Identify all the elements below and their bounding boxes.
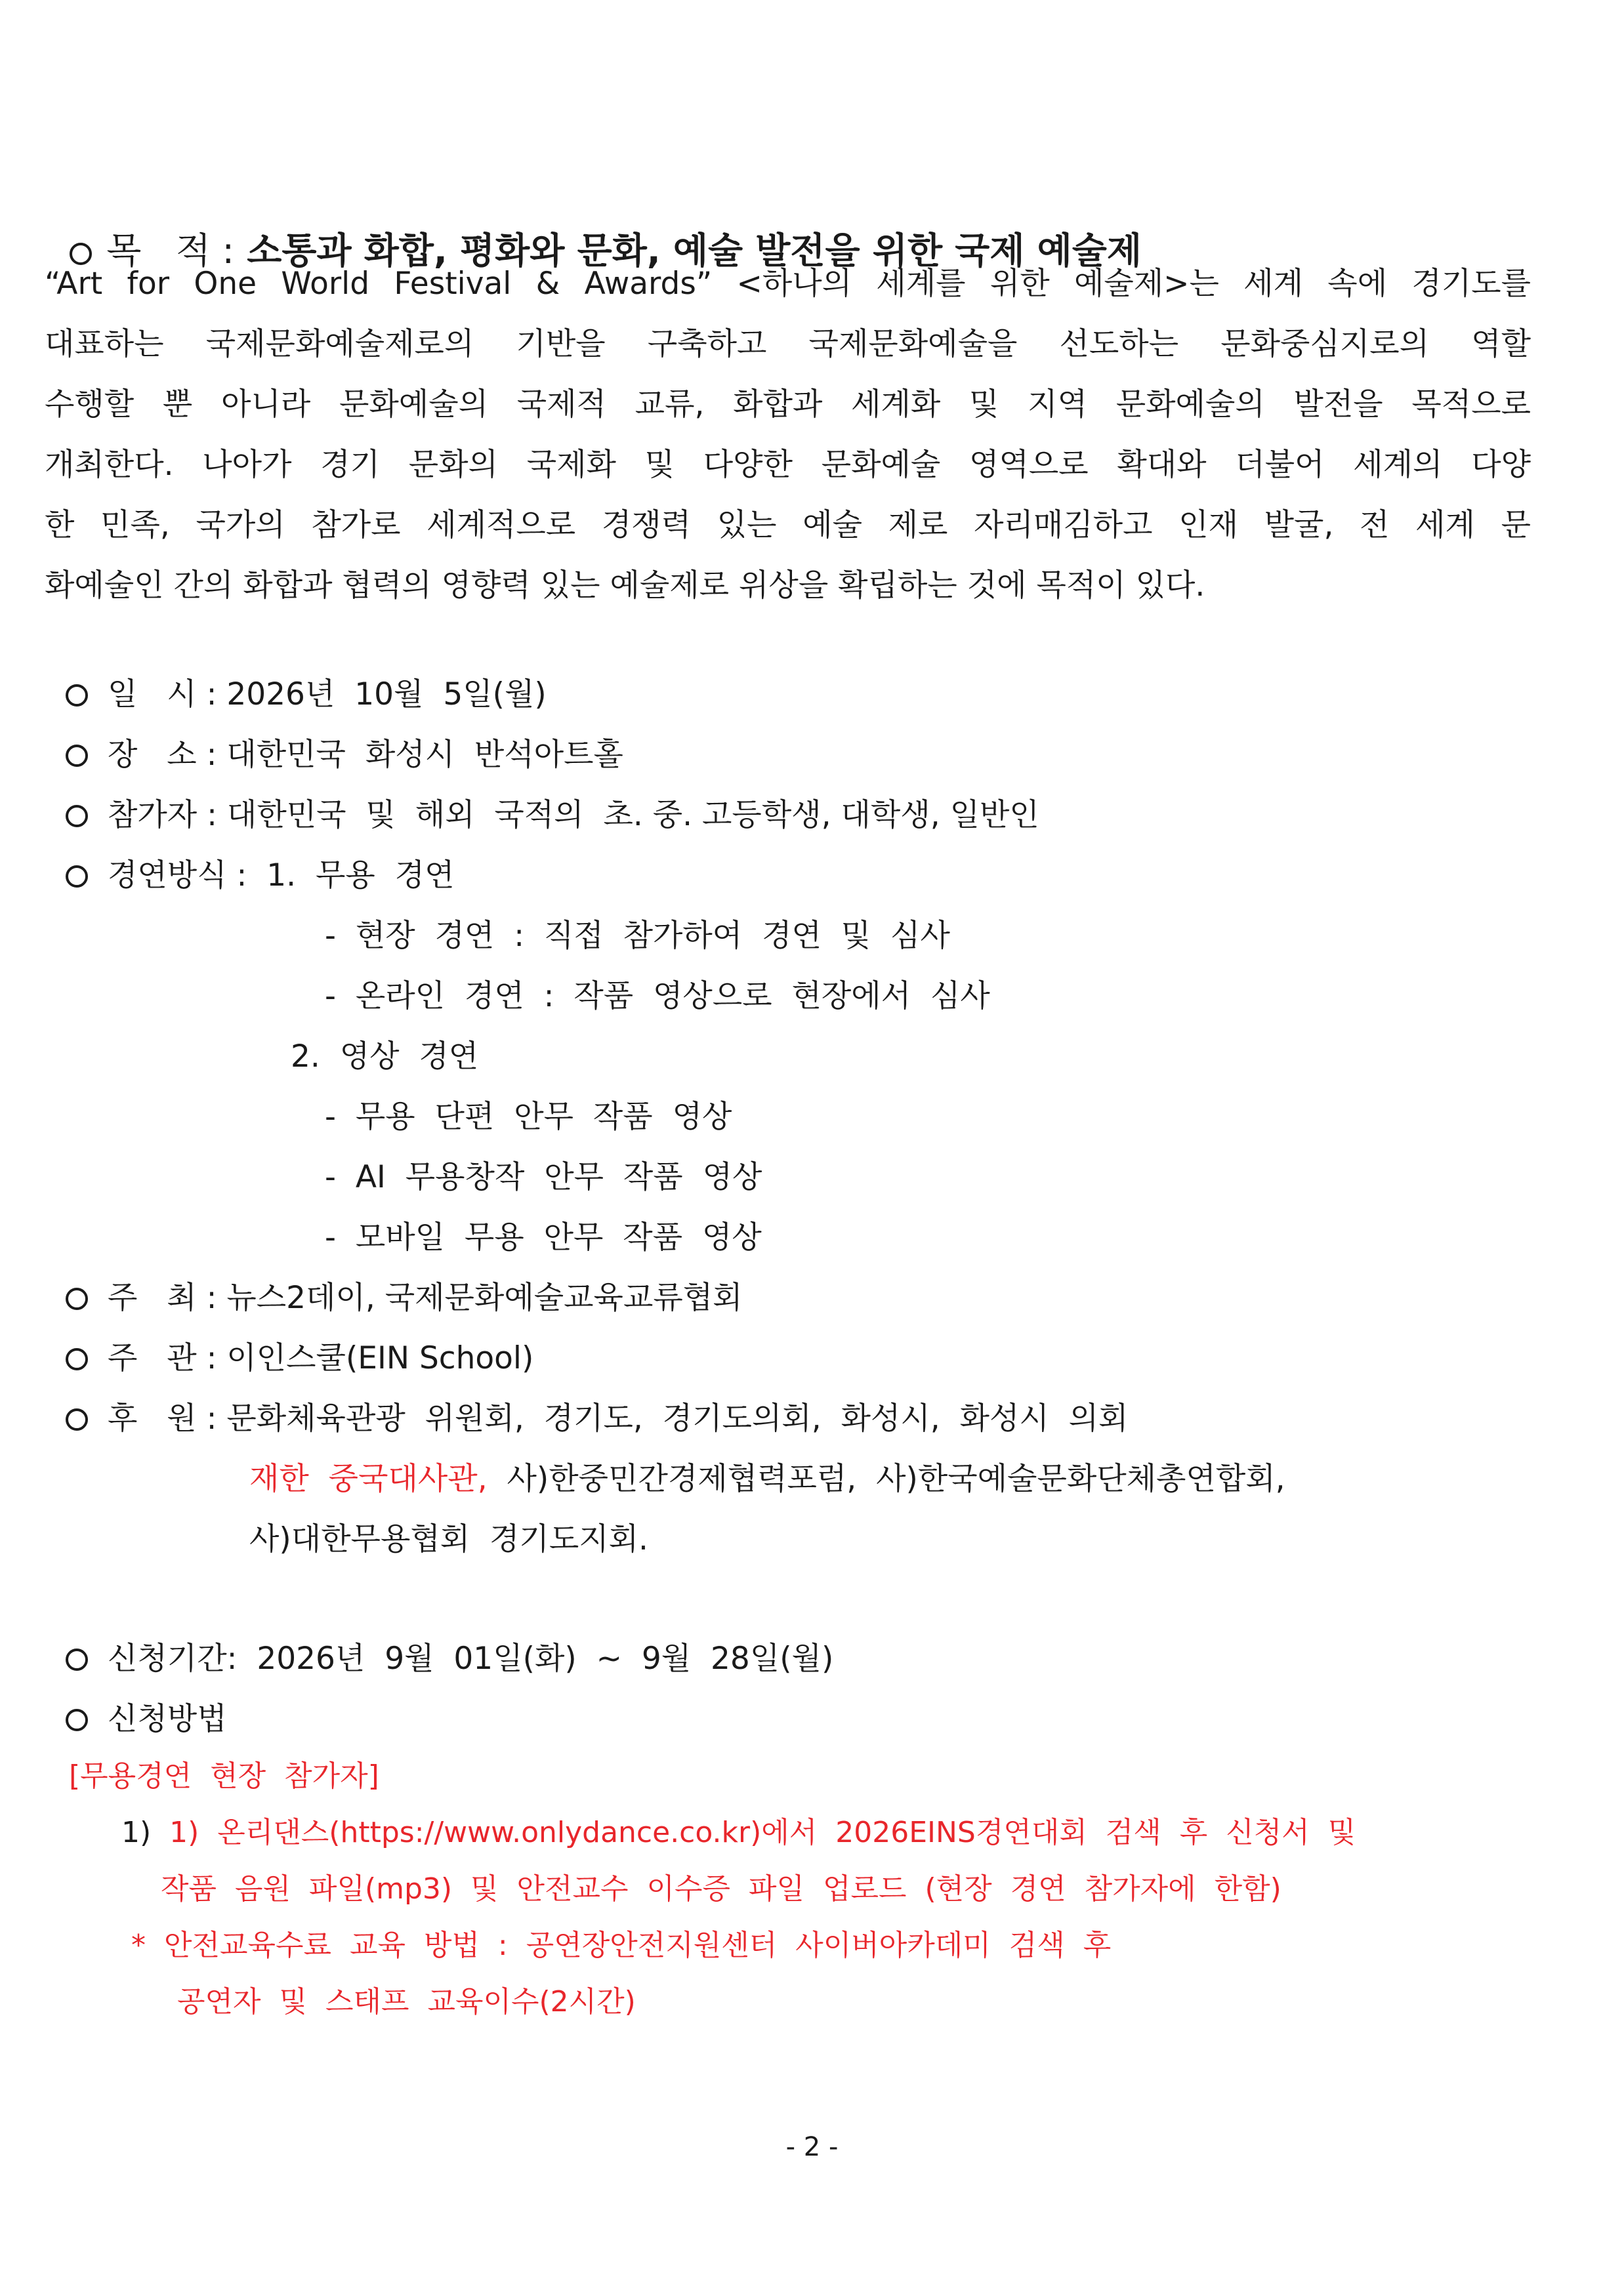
step-number: 1) — [121, 1816, 170, 1849]
bullet-circle-icon — [66, 1408, 88, 1431]
sponsor-highlight: 재한 중국대사관, — [249, 1461, 488, 1497]
application-period-item — [66, 1641, 834, 1677]
intro-line: 개최한다. 나아가 경기 문화의 국제화 및 다양한 문화예술 영역으로 확대와 더불어 세계의 다양 — [45, 447, 1531, 483]
sponsor-item — [66, 1401, 1129, 1437]
method-sub-item: - 모바일 무용 안무 작품 영상 — [325, 1220, 762, 1256]
intro-line: 화예술인 간의 화합과 협력의 영향력 있는 예술제로 위상을 확립하는 것에 목적이 있다. — [45, 567, 1205, 604]
organizer-text: 주 관 : 이인스쿨(EIN School) — [108, 1340, 534, 1376]
method-sub-item: - AI 무용창작 안무 작품 영상 — [325, 1159, 762, 1195]
sponsor-text: 후 원 : 문화체육관광 위원회, 경기도, 경기도의회, 화성시, 화성시 의회 — [108, 1401, 1129, 1437]
purpose-heading — [45, 197, 1142, 272]
sponsor-line-2-rest: 사)한중민간경제협력포럼, 사)한국예술문화단체총연합회, — [487, 1461, 1285, 1497]
intro-line: 수행할 뿐 아니라 문화예술의 국제적 교류, 화합과 세계화 및 지역 문화예술의 발전을 목적으로 — [45, 386, 1531, 422]
host-text: 주 최 : 뉴스2데이, 국제문화예술교육교류협회 — [108, 1280, 743, 1316]
bullet-circle-icon — [66, 805, 88, 827]
purpose-title: 소통과 화합, 평화와 문화, 예술 발전을 위한 국제 예술제 — [247, 230, 1142, 272]
method-item-2: 2. 영상 경연 — [291, 1038, 479, 1075]
method-label: 경연방식 : 1. 무용 경연 — [108, 857, 455, 893]
date-text: 일 시 : 2026년 10월 5일(월) — [108, 676, 547, 712]
method-sub-item: - 현장 경연 : 직접 참가하여 경연 및 심사 — [325, 918, 950, 954]
intro-line: 한 민족, 국가의 참가로 세계적으로 경쟁력 있는 예술 제로 자리매김하고 인재 발굴, 전 세계 문 — [45, 507, 1531, 543]
note-line-1: * 안전교육수료 교육 방법 : 공연장안전지원센터 사이버아카데미 검색 후 — [131, 1929, 1112, 1962]
bullet-circle-icon — [66, 1288, 88, 1310]
bullet-circle-icon — [66, 1348, 88, 1370]
intro-line: “Art for One World Festival & Awards” <하나의 세계를 위한 예술제>는 세계 속에 경기도를 — [45, 266, 1531, 302]
purpose-label: 목 적 : — [106, 230, 235, 272]
venue-text: 장 소 : 대한민국 화성시 반석아트홀 — [108, 737, 623, 773]
bullet-circle-icon — [66, 745, 88, 767]
page-number: - 2 - — [785, 2132, 839, 2162]
host-item — [66, 1280, 743, 1316]
participants-item — [66, 797, 1039, 833]
sponsor-line-3: 사)대한무용협회 경기도지회. — [249, 1521, 648, 1557]
step-1-line-1 — [121, 1818, 1356, 1847]
application-method-item — [66, 1701, 227, 1737]
organizer-item — [66, 1340, 534, 1376]
method-sub-item: - 무용 단편 안무 작품 영상 — [325, 1099, 732, 1135]
bullet-circle-icon — [66, 1649, 88, 1671]
application-method-title: 신청방법 — [108, 1701, 227, 1737]
intro-line: 대표하는 국제문화예술제로의 기반을 구축하고 국제문화예술을 선도하는 문화중심지로의 역할 — [45, 326, 1531, 362]
application-period-text: 신청기간: 2026년 9월 01일(화) ~ 9월 28일(월) — [108, 1641, 834, 1677]
method-sub-item: - 온라인 경연 : 작품 영상으로 현장에서 심사 — [325, 978, 990, 1014]
bullet-circle-icon — [66, 684, 88, 707]
venue-item — [66, 737, 623, 773]
note-line-2: 공연자 및 스태프 교육이수(2시간) — [177, 1985, 636, 2019]
date-item — [66, 676, 547, 712]
participants-text: 참가자 : 대한민국 및 해외 국적의 초. 중. 고등학생, 대학생, 일반인 — [108, 797, 1039, 833]
step-1-line-2: 작품 음원 파일(mp3) 및 안전교수 이수증 파일 업로드 (현장 경연 참가자에 한함) — [161, 1872, 1281, 1906]
sponsor-line-2 — [249, 1461, 1285, 1497]
step-1-text: 1) 온리댄스(https://www.onlydance.co.kr)에서 2026EINS경연대회 검색 후 신청서 및 — [169, 1816, 1356, 1849]
method-item — [66, 857, 455, 893]
bullet-circle-icon — [66, 1709, 88, 1731]
section-label: [무용경연 현장 참가자] — [69, 1759, 379, 1793]
bullet-circle-icon — [66, 865, 88, 888]
